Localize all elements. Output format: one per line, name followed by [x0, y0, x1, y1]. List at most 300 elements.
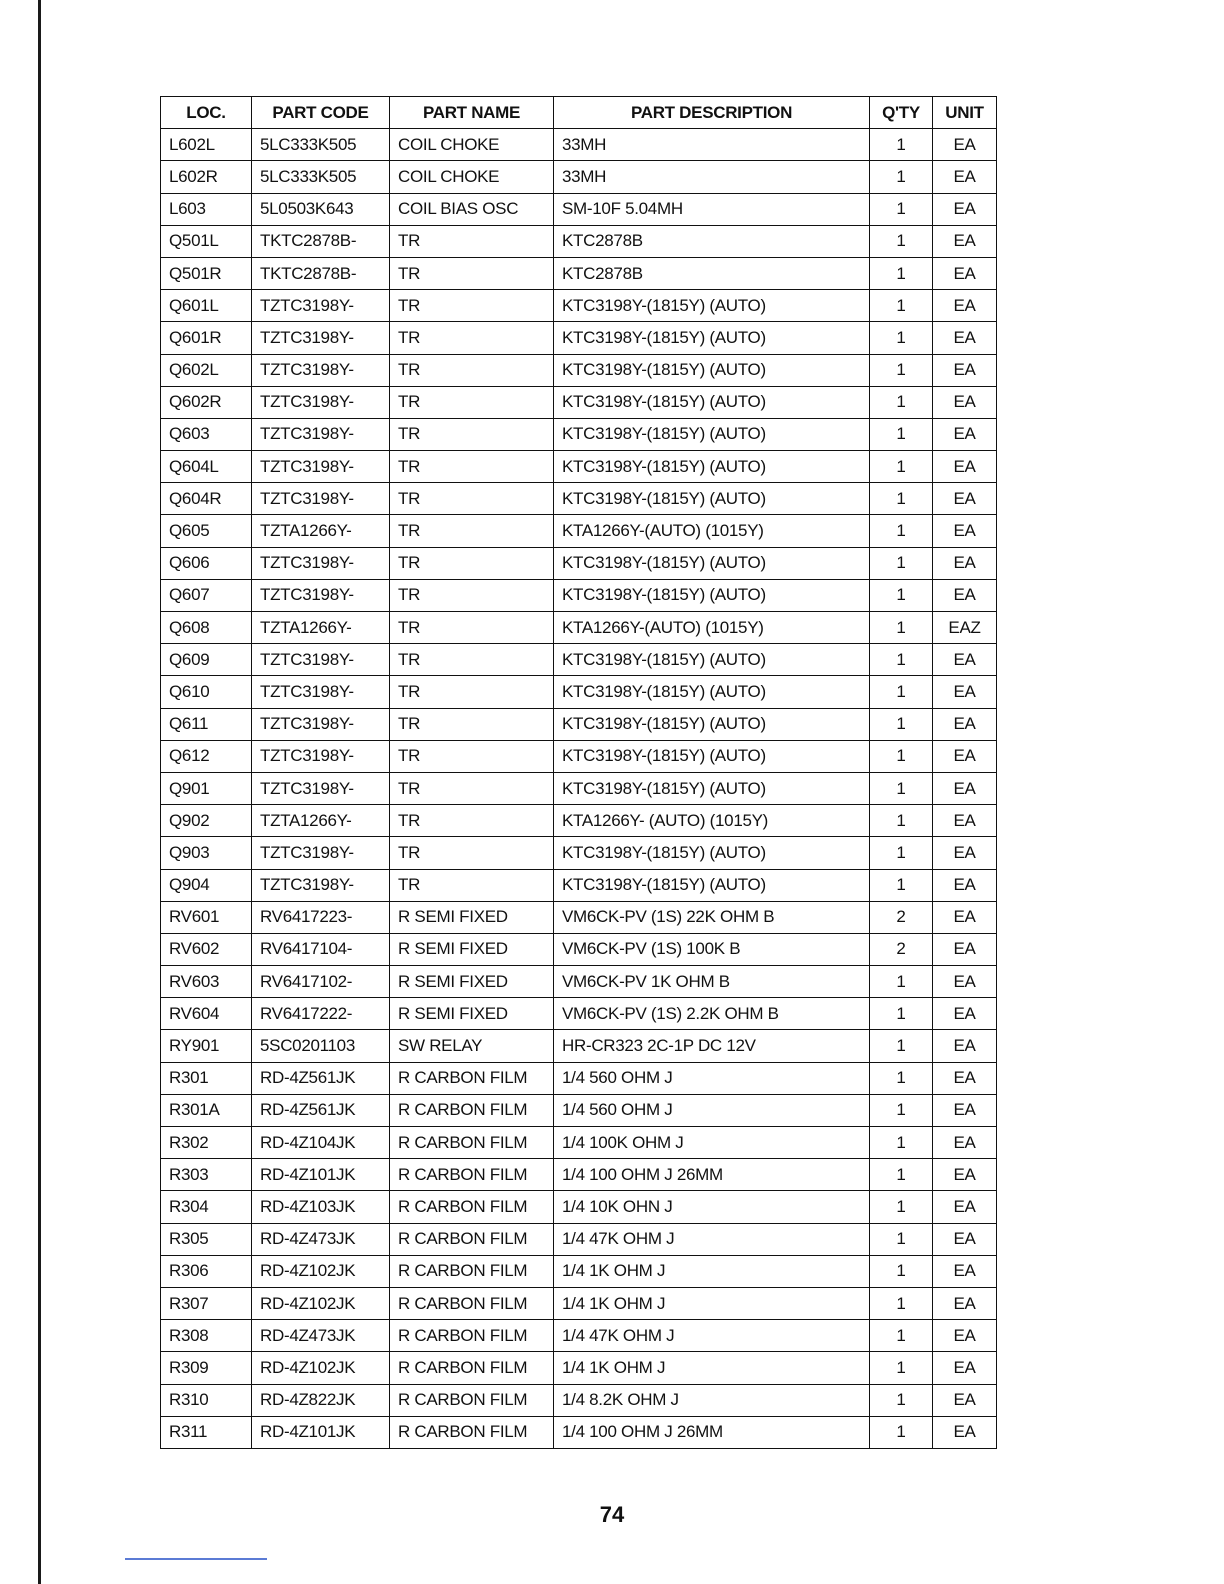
cell-part-name: TR	[390, 644, 554, 676]
cell-part-name: R CARBON FILM	[390, 1223, 554, 1255]
cell-part-code: RV6417223-	[252, 901, 390, 933]
cell-unit: EA	[933, 1384, 997, 1416]
table-row	[161, 869, 997, 901]
cell-part-code: RD-4Z473JK	[252, 1223, 390, 1255]
cell-part-name: COIL CHOKE	[390, 129, 554, 161]
cell-part-description: KTC3198Y-(1815Y) (AUTO)	[554, 418, 870, 450]
cell-loc: RV601	[161, 901, 252, 933]
cell-part-name: TR	[390, 257, 554, 289]
table-row	[161, 1416, 997, 1448]
cell-part-code: RD-4Z561JK	[252, 1094, 390, 1126]
cell-loc: R305	[161, 1223, 252, 1255]
cell-part-code: RD-4Z101JK	[252, 1416, 390, 1448]
cell-qty: 1	[870, 1320, 933, 1352]
table-row	[161, 933, 997, 965]
table-row	[161, 644, 997, 676]
table-row	[161, 290, 997, 322]
cell-loc: R309	[161, 1352, 252, 1384]
cell-part-code: RD-4Z102JK	[252, 1287, 390, 1319]
cell-part-description: 1/4 560 OHM J	[554, 1062, 870, 1094]
cell-part-code: 5SC0201103	[252, 1030, 390, 1062]
cell-part-code: RD-4Z104JK	[252, 1127, 390, 1159]
table-row	[161, 225, 997, 257]
cell-loc: L603	[161, 193, 252, 225]
cell-unit: EA	[933, 1352, 997, 1384]
cell-loc: Q610	[161, 676, 252, 708]
cell-unit: EA	[933, 579, 997, 611]
cell-part-name: TR	[390, 225, 554, 257]
cell-qty: 1	[870, 966, 933, 998]
cell-part-description: 1/4 10K OHN J	[554, 1191, 870, 1223]
cell-qty: 1	[870, 644, 933, 676]
cell-qty: 2	[870, 901, 933, 933]
table-row	[161, 579, 997, 611]
cell-loc: R301	[161, 1062, 252, 1094]
table-row	[161, 1030, 997, 1062]
cell-qty: 1	[870, 225, 933, 257]
cell-part-name: TR	[390, 772, 554, 804]
cell-qty: 1	[870, 1384, 933, 1416]
cell-loc: Q903	[161, 837, 252, 869]
cell-qty: 1	[870, 998, 933, 1030]
table-row	[161, 837, 997, 869]
cell-unit: EA	[933, 772, 997, 804]
cell-unit: EA	[933, 805, 997, 837]
cell-loc: Q604L	[161, 451, 252, 483]
table-row	[161, 483, 997, 515]
cell-qty: 1	[870, 1127, 933, 1159]
cell-part-description: KTC3198Y-(1815Y) (AUTO)	[554, 837, 870, 869]
cell-part-name: R CARBON FILM	[390, 1094, 554, 1126]
cell-part-code: TZTC3198Y-	[252, 772, 390, 804]
cell-part-description: 1/4 1K OHM J	[554, 1287, 870, 1319]
header-row	[161, 97, 997, 129]
table-row	[161, 129, 997, 161]
binding-edge-line	[38, 0, 41, 1584]
table-row	[161, 1062, 997, 1094]
parts-list-table	[160, 96, 997, 1449]
cell-part-code: TZTC3198Y-	[252, 644, 390, 676]
cell-part-code: TZTC3198Y-	[252, 676, 390, 708]
cell-part-name: COIL CHOKE	[390, 161, 554, 193]
cell-part-code: TZTA1266Y-	[252, 515, 390, 547]
cell-unit: EA	[933, 1320, 997, 1352]
cell-loc: RV602	[161, 933, 252, 965]
cell-part-description: KTC3198Y-(1815Y) (AUTO)	[554, 740, 870, 772]
cell-part-name: TR	[390, 805, 554, 837]
cell-qty: 1	[870, 772, 933, 804]
table-row	[161, 418, 997, 450]
cell-part-description: 1/4 1K OHM J	[554, 1255, 870, 1287]
cell-qty: 1	[870, 676, 933, 708]
cell-qty: 1	[870, 837, 933, 869]
cell-part-name: R CARBON FILM	[390, 1255, 554, 1287]
cell-part-code: TZTC3198Y-	[252, 579, 390, 611]
cell-qty: 1	[870, 451, 933, 483]
cell-unit: EA	[933, 257, 997, 289]
cell-part-name: R CARBON FILM	[390, 1416, 554, 1448]
cell-qty: 1	[870, 515, 933, 547]
cell-part-name: R SEMI FIXED	[390, 998, 554, 1030]
cell-part-name: R CARBON FILM	[390, 1159, 554, 1191]
cell-loc: L602L	[161, 129, 252, 161]
cell-qty: 1	[870, 1223, 933, 1255]
cell-part-description: 1/4 47K OHM J	[554, 1223, 870, 1255]
cell-part-description: KTC3198Y-(1815Y) (AUTO)	[554, 772, 870, 804]
cell-part-description: KTC3198Y-(1815Y) (AUTO)	[554, 869, 870, 901]
cell-part-description: KTC3198Y-(1815Y) (AUTO)	[554, 547, 870, 579]
cell-loc: R302	[161, 1127, 252, 1159]
cell-qty: 1	[870, 547, 933, 579]
cell-unit: EA	[933, 1094, 997, 1126]
cell-part-description: KTC2878B	[554, 257, 870, 289]
cell-unit: EA	[933, 386, 997, 418]
table-row	[161, 998, 997, 1030]
col-header-part-code: PART CODE	[252, 97, 390, 129]
table-row	[161, 1159, 997, 1191]
cell-loc: Q612	[161, 740, 252, 772]
cell-qty: 1	[870, 740, 933, 772]
cell-qty: 1	[870, 257, 933, 289]
cell-part-code: RD-4Z103JK	[252, 1191, 390, 1223]
cell-unit: EA	[933, 322, 997, 354]
cell-part-code: TZTA1266Y-	[252, 805, 390, 837]
cell-loc: Q501L	[161, 225, 252, 257]
table-row	[161, 257, 997, 289]
cell-part-description: 1/4 1K OHM J	[554, 1352, 870, 1384]
cell-part-description: VM6CK-PV (1S) 22K OHM B	[554, 901, 870, 933]
table-row	[161, 1223, 997, 1255]
cell-part-code: RD-4Z102JK	[252, 1255, 390, 1287]
cell-loc: R306	[161, 1255, 252, 1287]
table-row	[161, 1255, 997, 1287]
col-header-part-name: PART NAME	[390, 97, 554, 129]
cell-unit: EA	[933, 676, 997, 708]
cell-part-description: KTC3198Y-(1815Y) (AUTO)	[554, 483, 870, 515]
cell-unit: EA	[933, 451, 997, 483]
table-row	[161, 612, 997, 644]
table-row	[161, 354, 997, 386]
cell-unit: EA	[933, 547, 997, 579]
cell-part-name: TR	[390, 354, 554, 386]
cell-unit: EA	[933, 290, 997, 322]
cell-part-code: TZTC3198Y-	[252, 740, 390, 772]
cell-part-code: TZTC3198Y-	[252, 290, 390, 322]
table-row	[161, 772, 997, 804]
cell-part-description: 1/4 100K OHM J	[554, 1127, 870, 1159]
cell-part-name: TR	[390, 612, 554, 644]
cell-unit: EA	[933, 1030, 997, 1062]
cell-part-code: TZTC3198Y-	[252, 837, 390, 869]
cell-part-code: TZTC3198Y-	[252, 708, 390, 740]
cell-unit: EA	[933, 1127, 997, 1159]
cell-unit: EA	[933, 161, 997, 193]
table-header	[161, 97, 997, 129]
cell-part-code: TZTC3198Y-	[252, 869, 390, 901]
cell-qty: 1	[870, 1062, 933, 1094]
cell-part-description: KTC3198Y-(1815Y) (AUTO)	[554, 644, 870, 676]
cell-part-description: KTC3198Y-(1815Y) (AUTO)	[554, 386, 870, 418]
table-row	[161, 1287, 997, 1319]
cell-qty: 1	[870, 708, 933, 740]
cell-part-name: R CARBON FILM	[390, 1320, 554, 1352]
cell-part-description: 1/4 560 OHM J	[554, 1094, 870, 1126]
cell-part-name: TR	[390, 386, 554, 418]
cell-qty: 1	[870, 1159, 933, 1191]
cell-qty: 1	[870, 354, 933, 386]
cell-unit: EA	[933, 1159, 997, 1191]
cell-part-code: TZTA1266Y-	[252, 612, 390, 644]
cell-qty: 1	[870, 290, 933, 322]
cell-part-code: 5L0503K643	[252, 193, 390, 225]
cell-part-name: TR	[390, 869, 554, 901]
cell-part-code: 5LC333K505	[252, 129, 390, 161]
cell-loc: Q601L	[161, 290, 252, 322]
table-row	[161, 805, 997, 837]
cell-loc: Q605	[161, 515, 252, 547]
cell-qty: 1	[870, 1191, 933, 1223]
cell-loc: RY901	[161, 1030, 252, 1062]
table-row	[161, 322, 997, 354]
cell-part-name: TR	[390, 451, 554, 483]
cell-unit: EA	[933, 1062, 997, 1094]
cell-unit: EA	[933, 966, 997, 998]
cell-part-code: RV6417102-	[252, 966, 390, 998]
table-body	[161, 129, 997, 1449]
cell-part-code: TKTC2878B-	[252, 225, 390, 257]
cell-part-name: TR	[390, 708, 554, 740]
cell-part-description: VM6CK-PV (1S) 100K B	[554, 933, 870, 965]
col-header-qty: Q'TY	[870, 97, 933, 129]
cell-loc: RV604	[161, 998, 252, 1030]
cell-part-name: TR	[390, 547, 554, 579]
page-number: 74	[599, 1502, 625, 1527]
cell-part-name: TR	[390, 322, 554, 354]
cell-loc: Q901	[161, 772, 252, 804]
cell-part-code: TZTC3198Y-	[252, 547, 390, 579]
cell-unit: EA	[933, 354, 997, 386]
cell-part-description: VM6CK-PV (1S) 2.2K OHM B	[554, 998, 870, 1030]
cell-unit: EA	[933, 740, 997, 772]
table-row	[161, 708, 997, 740]
cell-part-description: KTC3198Y-(1815Y) (AUTO)	[554, 451, 870, 483]
cell-loc: Q608	[161, 612, 252, 644]
cell-qty: 1	[870, 322, 933, 354]
cell-part-code: TZTC3198Y-	[252, 451, 390, 483]
cell-loc: R303	[161, 1159, 252, 1191]
cell-loc: Q611	[161, 708, 252, 740]
cell-loc: Q606	[161, 547, 252, 579]
cell-part-code: TZTC3198Y-	[252, 386, 390, 418]
cell-loc: R307	[161, 1287, 252, 1319]
cell-qty: 1	[870, 869, 933, 901]
cell-unit: EA	[933, 998, 997, 1030]
table-row	[161, 1191, 997, 1223]
cell-unit: EAZ	[933, 612, 997, 644]
table-row	[161, 193, 997, 225]
cell-loc: Q902	[161, 805, 252, 837]
cell-part-name: R CARBON FILM	[390, 1352, 554, 1384]
cell-part-name: TR	[390, 515, 554, 547]
cell-part-code: TKTC2878B-	[252, 257, 390, 289]
cell-qty: 1	[870, 161, 933, 193]
col-header-unit: UNIT	[933, 97, 997, 129]
cell-part-description: 33MH	[554, 161, 870, 193]
cell-part-code: RD-4Z561JK	[252, 1062, 390, 1094]
cell-part-name: R SEMI FIXED	[390, 901, 554, 933]
cell-unit: EA	[933, 708, 997, 740]
cell-part-name: TR	[390, 740, 554, 772]
col-header-part-description: PART DESCRIPTION	[554, 97, 870, 129]
cell-loc: R310	[161, 1384, 252, 1416]
cell-loc: Q604R	[161, 483, 252, 515]
table-row	[161, 386, 997, 418]
table-row	[161, 1127, 997, 1159]
table-row	[161, 1352, 997, 1384]
table-row	[161, 1320, 997, 1352]
cell-part-code: RV6417222-	[252, 998, 390, 1030]
cell-part-name: R CARBON FILM	[390, 1127, 554, 1159]
cell-part-description: KTC3198Y-(1815Y) (AUTO)	[554, 322, 870, 354]
table-row	[161, 1384, 997, 1416]
cell-loc: R311	[161, 1416, 252, 1448]
cell-loc: Q904	[161, 869, 252, 901]
cell-part-code: TZTC3198Y-	[252, 418, 390, 450]
cell-part-description: KTC3198Y-(1815Y) (AUTO)	[554, 290, 870, 322]
table-row	[161, 161, 997, 193]
cell-loc: Q607	[161, 579, 252, 611]
table-row	[161, 966, 997, 998]
cell-part-description: KTC3198Y-(1815Y) (AUTO)	[554, 579, 870, 611]
cell-part-code: TZTC3198Y-	[252, 483, 390, 515]
cell-part-name: TR	[390, 676, 554, 708]
cell-qty: 1	[870, 1287, 933, 1319]
cell-unit: EA	[933, 837, 997, 869]
cell-part-description: 33MH	[554, 129, 870, 161]
col-header-loc: LOC.	[161, 97, 252, 129]
cell-part-name: R SEMI FIXED	[390, 933, 554, 965]
cell-qty: 1	[870, 193, 933, 225]
cell-part-code: 5LC333K505	[252, 161, 390, 193]
cell-part-description: 1/4 8.2K OHM J	[554, 1384, 870, 1416]
cell-part-name: TR	[390, 579, 554, 611]
cell-part-description: 1/4 47K OHM J	[554, 1320, 870, 1352]
cell-unit: EA	[933, 933, 997, 965]
cell-qty: 1	[870, 1416, 933, 1448]
cell-loc: RV603	[161, 966, 252, 998]
table-row	[161, 1094, 997, 1126]
cell-unit: EA	[933, 1287, 997, 1319]
cell-loc: Q602L	[161, 354, 252, 386]
cell-part-name: TR	[390, 290, 554, 322]
cell-part-description: KTA1266Y-(AUTO) (1015Y)	[554, 612, 870, 644]
scan-underline-mark	[125, 1558, 267, 1560]
cell-part-name: R CARBON FILM	[390, 1062, 554, 1094]
cell-qty: 1	[870, 483, 933, 515]
cell-unit: EA	[933, 193, 997, 225]
cell-part-code: RV6417104-	[252, 933, 390, 965]
table-row	[161, 901, 997, 933]
cell-unit: EA	[933, 1416, 997, 1448]
table-row	[161, 515, 997, 547]
cell-part-description: KTC2878B	[554, 225, 870, 257]
cell-part-code: RD-4Z102JK	[252, 1352, 390, 1384]
cell-part-description: 1/4 100 OHM J 26MM	[554, 1159, 870, 1191]
cell-loc: R308	[161, 1320, 252, 1352]
cell-qty: 1	[870, 612, 933, 644]
cell-unit: EA	[933, 418, 997, 450]
cell-part-code: TZTC3198Y-	[252, 322, 390, 354]
cell-part-name: SW RELAY	[390, 1030, 554, 1062]
cell-unit: EA	[933, 515, 997, 547]
cell-part-description: VM6CK-PV 1K OHM B	[554, 966, 870, 998]
cell-qty: 1	[870, 1030, 933, 1062]
cell-loc: R304	[161, 1191, 252, 1223]
cell-part-code: RD-4Z473JK	[252, 1320, 390, 1352]
table-row	[161, 740, 997, 772]
cell-part-code: RD-4Z101JK	[252, 1159, 390, 1191]
cell-loc: Q609	[161, 644, 252, 676]
cell-loc: Q601R	[161, 322, 252, 354]
cell-unit: EA	[933, 1191, 997, 1223]
table-row	[161, 451, 997, 483]
cell-part-description: KTA1266Y-(AUTO) (1015Y)	[554, 515, 870, 547]
cell-qty: 1	[870, 418, 933, 450]
cell-part-description: KTC3198Y-(1815Y) (AUTO)	[554, 708, 870, 740]
cell-part-description: HR-CR323 2C-1P DC 12V	[554, 1030, 870, 1062]
cell-unit: EA	[933, 483, 997, 515]
cell-loc: R301A	[161, 1094, 252, 1126]
cell-qty: 2	[870, 933, 933, 965]
cell-qty: 1	[870, 1352, 933, 1384]
cell-part-name: TR	[390, 418, 554, 450]
cell-part-name: TR	[390, 837, 554, 869]
cell-part-name: R SEMI FIXED	[390, 966, 554, 998]
cell-part-description: KTC3198Y-(1815Y) (AUTO)	[554, 354, 870, 386]
cell-unit: EA	[933, 644, 997, 676]
cell-part-description: SM-10F 5.04MH	[554, 193, 870, 225]
cell-unit: EA	[933, 225, 997, 257]
cell-part-description: KTA1266Y- (AUTO) (1015Y)	[554, 805, 870, 837]
cell-part-code: RD-4Z822JK	[252, 1384, 390, 1416]
cell-unit: EA	[933, 1255, 997, 1287]
cell-loc: L602R	[161, 161, 252, 193]
cell-part-name: TR	[390, 483, 554, 515]
cell-part-name: R CARBON FILM	[390, 1384, 554, 1416]
cell-loc: Q603	[161, 418, 252, 450]
cell-qty: 1	[870, 579, 933, 611]
cell-part-description: 1/4 100 OHM J 26MM	[554, 1416, 870, 1448]
cell-qty: 1	[870, 129, 933, 161]
cell-unit: EA	[933, 869, 997, 901]
cell-part-name: R CARBON FILM	[390, 1191, 554, 1223]
cell-qty: 1	[870, 805, 933, 837]
cell-part-description: KTC3198Y-(1815Y) (AUTO)	[554, 676, 870, 708]
table-row	[161, 547, 997, 579]
cell-qty: 1	[870, 386, 933, 418]
cell-loc: Q602R	[161, 386, 252, 418]
cell-loc: Q501R	[161, 257, 252, 289]
cell-part-name: R CARBON FILM	[390, 1287, 554, 1319]
cell-part-code: TZTC3198Y-	[252, 354, 390, 386]
cell-unit: EA	[933, 129, 997, 161]
cell-qty: 1	[870, 1094, 933, 1126]
cell-unit: EA	[933, 1223, 997, 1255]
cell-unit: EA	[933, 901, 997, 933]
cell-part-name: COIL BIAS OSC	[390, 193, 554, 225]
table-row	[161, 676, 997, 708]
cell-qty: 1	[870, 1255, 933, 1287]
